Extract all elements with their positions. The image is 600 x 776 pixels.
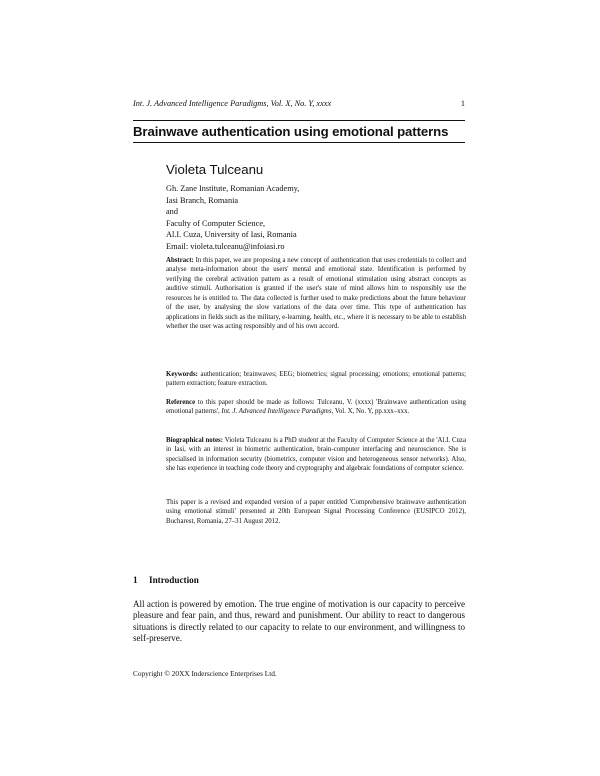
citation-reference xyxy=(166,398,466,417)
keywords-label: Keywords: xyxy=(166,371,198,378)
affiliation-line: Iasi Branch, Romania xyxy=(166,195,239,205)
biographical-notes xyxy=(166,436,466,474)
title-rule-bottom xyxy=(133,142,465,143)
section-heading xyxy=(133,575,199,585)
bio-label: Biographical notes: xyxy=(166,437,223,444)
bio-text: Violeta Tulceanu is a PhD student at the Faculty of Computer Science at the 'Al.I. Cuza in Iasi, with an interest in biometric authentication, brain-computer interfacing and neuroscience. She is specialised in information security (biometrics, computer vision and heterogeneous sensor networks). Also, she has experience in teaching code theory and cryptography and algebraic foundations of computer science. xyxy=(166,437,467,473)
running-header xyxy=(133,99,465,108)
section-title: Introduction xyxy=(149,575,199,585)
journal-citation: Int. J. Advanced Intelligence Paradigms, Vol. X, No. Y, xxxx xyxy=(133,99,332,108)
reference-journal: Int. J. Advanced Intelligence Paradigms xyxy=(221,408,332,416)
abstract-text: In this paper, we are proposing a new concept of authentication that uses credentials to collect and analyse meta-information about the users' mental and emotional state. Identification is performed by verifying the cerebral activation pattern as a result of emotional stimulation using abstract concepts as auditive stimuli. Authorisation is granted if the user's state of mind allows him to responsibly use the resources he is entitled to. The data collected is further used to make predictions about the future behaviour of the user, by analysing the slow variations of the data over time. This type of authentication has applications in fields such as the military, e-learning, health, etc., where it is necessary to be able to establish whether the user was acting responsibly and of his own accord. xyxy=(166,257,466,331)
reference-intro: to this paper should be made as follows: Tulceanu, V. (xxxx) 'Brainwave authentication using emotional patterns', xyxy=(166,399,466,416)
keywords xyxy=(166,370,466,389)
affiliation-line: Al.I. Cuza, University of Iasi, Romania xyxy=(166,230,297,240)
title-rule-top xyxy=(133,120,465,121)
affiliation-line: and xyxy=(166,207,178,217)
affiliation-line: Faculty of Computer Science, xyxy=(166,218,266,228)
section-number: 1 xyxy=(133,575,138,585)
affiliation-block xyxy=(166,183,466,253)
section-body: All action is powered by emotion. The true engine of motivation is our capacity to perceive pleasure and fear pain, and thus, reward and punishment. Our ability to react to dangerous situations is directly related to our capacity to relate to our environment, and willingness to self-preserve. xyxy=(133,599,465,644)
paper-title: Brainwave authentication using emotional patterns xyxy=(133,124,449,139)
author-name: Violeta Tulceanu xyxy=(166,162,264,177)
abstract-label: Abstract: xyxy=(166,257,194,264)
reference-tail: , Vol. X, No. Y, pp.xxx–xxx. xyxy=(331,408,410,416)
affiliation-line: Gh. Zane Institute, Romanian Academy, xyxy=(166,184,300,193)
revised-version-note: This paper is a revised and expanded version of a paper entitled 'Comprehensive brainwave authentication using emotional stimuli' presented at 20th European Signal Processing Conference (EUSIPCO 2012), Bucharest, Romania, 27–31 August 2012. xyxy=(166,499,466,525)
keywords-text: authentication; brainwaves; EEG; biometrics; signal processing; emotions; emotional patterns; pattern extraction; feature extraction. xyxy=(166,371,466,388)
page-number: 1 xyxy=(460,99,465,108)
abstract xyxy=(166,256,466,332)
author-email: Email: violeta.tulceanu@infoiasi.ro xyxy=(166,241,285,251)
reference-label: Reference xyxy=(166,399,196,406)
copyright-notice: Copyright © 20XX Inderscience Enterprises Ltd. xyxy=(133,669,277,678)
